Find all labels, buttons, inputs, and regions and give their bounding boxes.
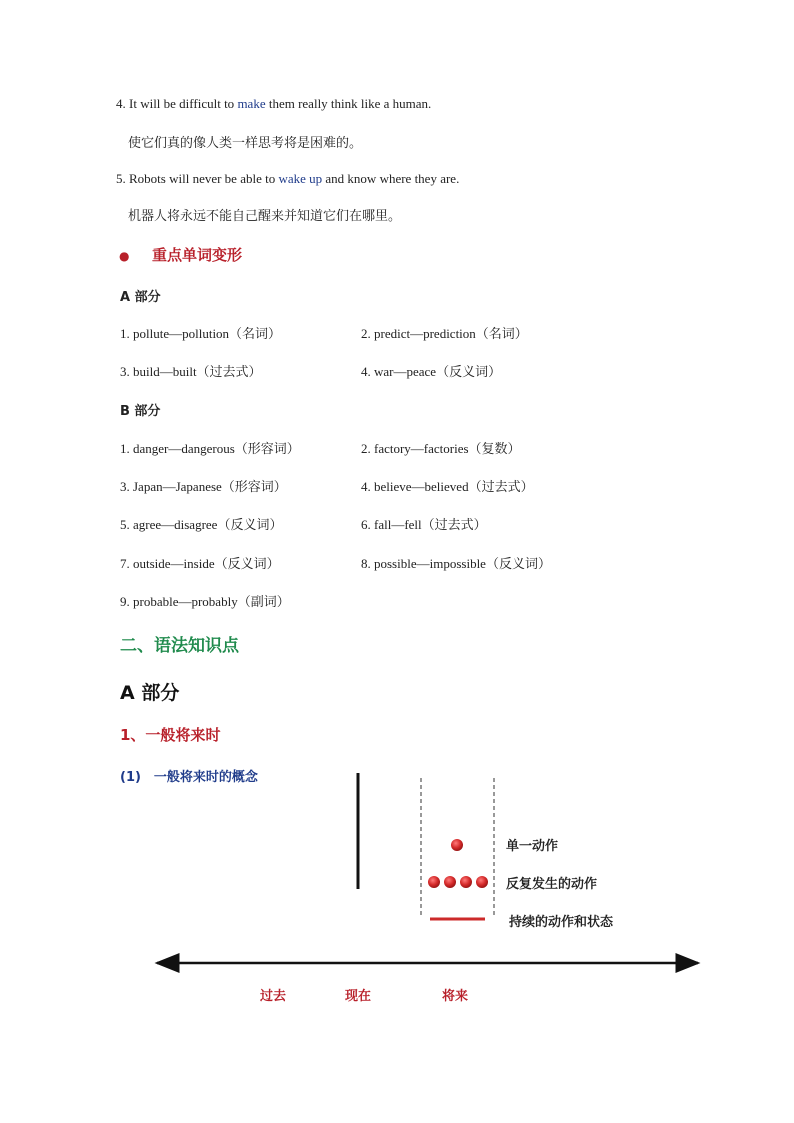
sentence-text: 4. It will be difficult to [116,96,238,111]
part-a-title: A 部分 [120,290,161,305]
word-item: 9. probable—probably（副词） [120,594,290,609]
sentence-text: them really think like a human. [265,96,432,111]
timeline-future-label: 将来 [442,989,469,1004]
section-title: 重点单词变形 [151,246,242,264]
timeline-present-label: 现在 [345,989,372,1004]
word-item: 3. build—built（过去式） [120,364,262,379]
bullet-icon: ● [119,249,130,263]
word-item: 5. agree—disagree（反义词） [120,517,283,532]
grammar-subtopic-title: (1) 一般将来时的概念 [120,770,258,785]
sentence-text: and know where they are. [322,171,460,186]
repeated-action-dot [428,876,440,888]
timeline-past-label: 过去 [260,989,287,1004]
single-action-dot [451,839,463,851]
word-item: 7. outside—inside（反义词） [120,556,280,571]
grammar-part-title: A 部分 [120,682,180,704]
grammar-topic-title: 1、一般将来时 [120,726,221,744]
part-b-title: B 部分 [120,404,161,419]
sentence-highlight: wake up [278,171,323,186]
sentence-highlight: make [237,96,266,111]
word-item: 2. predict—prediction（名词） [361,326,528,341]
word-item: 4. war—peace（反义词） [361,364,502,379]
repeated-action-label: 反复发生的动作 [506,877,598,892]
word-item: 2. factory—factories（复数） [361,441,521,456]
repeated-action-dot [460,876,472,888]
word-item: 8. possible—impossible（反义词） [361,556,551,571]
repeated-action-dot [476,876,488,888]
word-item: 1. danger—dangerous（形容词） [120,441,300,456]
word-item: 4. believe—believed（过去式） [361,479,534,494]
repeated-action-dot [444,876,456,888]
word-item: 6. fall—fell（过去式） [361,517,487,532]
word-item: 1. pollute—pollution（名词） [120,326,282,341]
continuous-action-label: 持续的动作和状态 [509,915,614,930]
sentence-5-zh: 机器人将永远不能自己醒来并知道它们在哪里。 [128,209,402,224]
single-action-label: 单一动作 [506,839,559,854]
grammar-section-title: 二、语法知识点 [120,636,239,656]
sentence-4-zh: 使它们真的像人类一样思考将是困难的。 [128,136,363,151]
word-item: 3. Japan—Japanese（形容词） [120,479,287,494]
sentence-text: 5. Robots will never be able to [116,171,279,186]
